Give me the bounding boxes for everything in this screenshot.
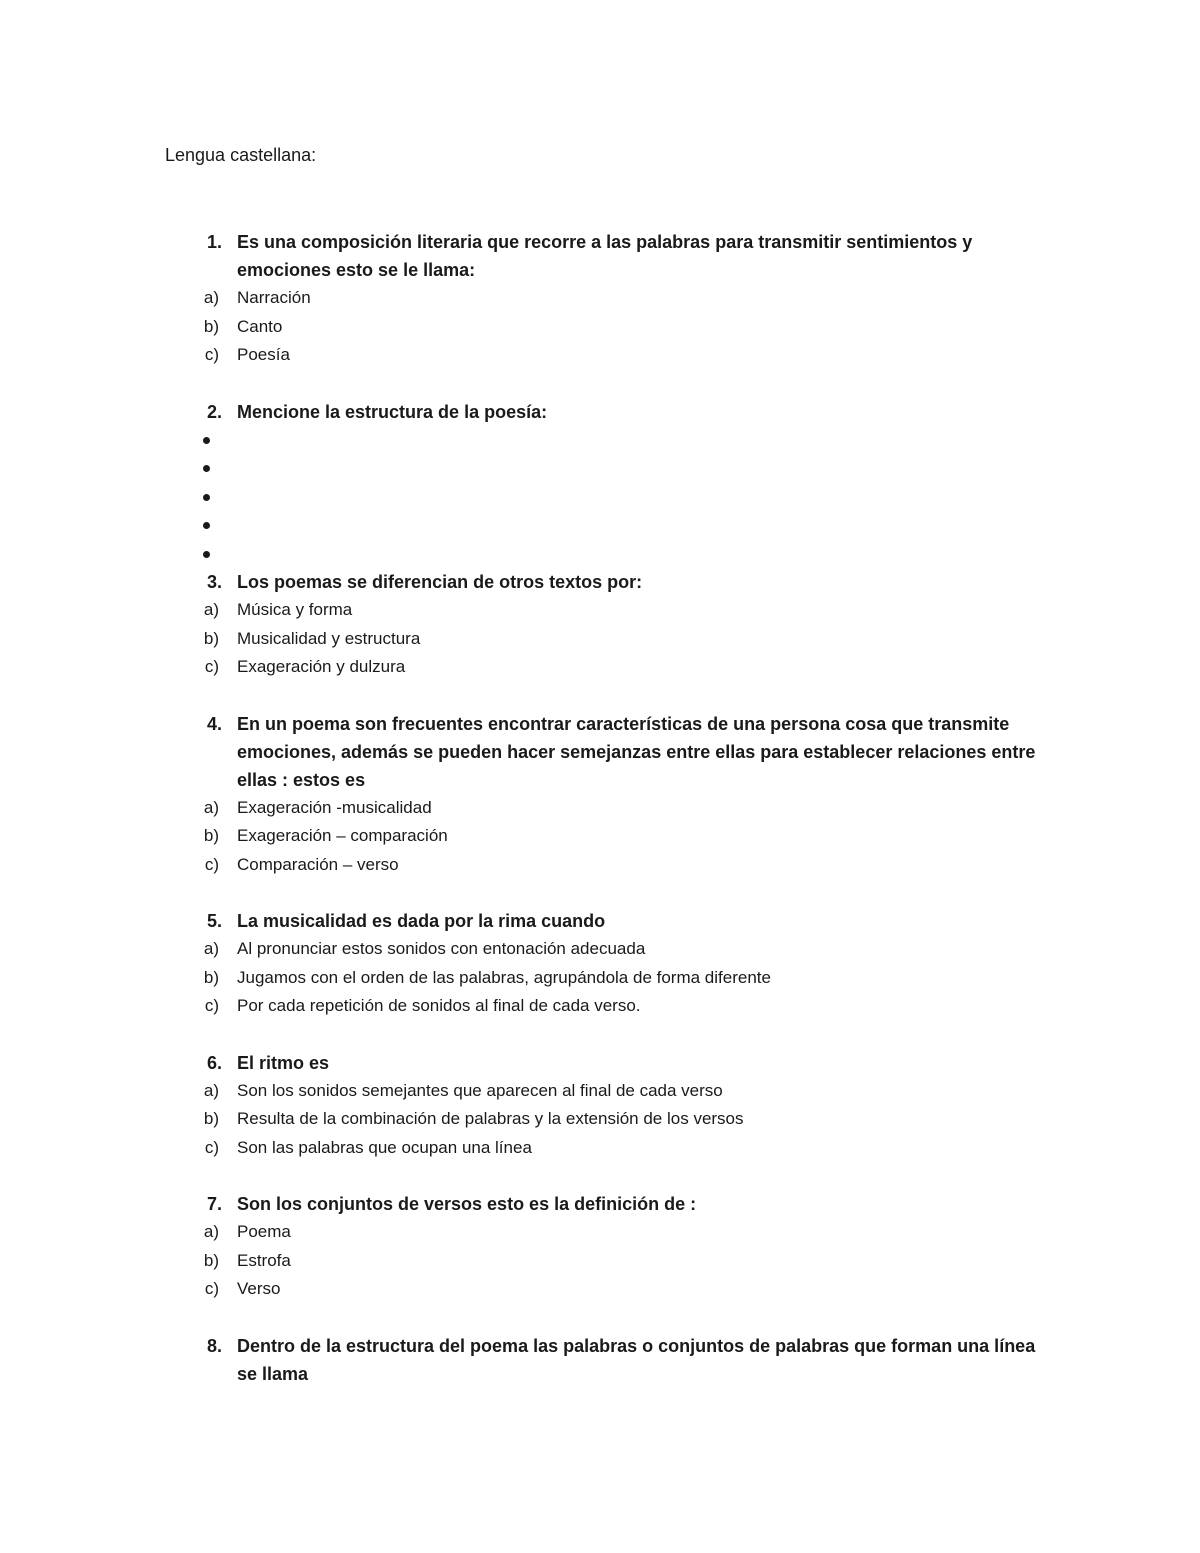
question-text: Los poemas se diferencian de otros textos por: (237, 572, 643, 592)
answer-option (165, 1077, 1045, 1106)
question-heading (165, 228, 1045, 284)
option-text: Narración (237, 288, 311, 307)
question-5 (165, 907, 1045, 1021)
option-text: Son los sonidos semejantes que aparecen al final de cada verso (237, 1080, 723, 1100)
question-list (165, 228, 1045, 1416)
question-number: 4. (206, 713, 222, 734)
answer-option (165, 822, 1045, 851)
subject-heading: Lengua castellana: (165, 145, 317, 165)
option-letter: a) (203, 797, 219, 817)
question-text: Es una composición literaria que recorre a las palabras para transmitir sentimientos y emociones esto se le llama: (237, 232, 973, 280)
question-number: 7. (206, 1194, 222, 1214)
bullet-icon (165, 483, 210, 512)
question-heading (165, 710, 1045, 794)
answer-option (165, 964, 1045, 993)
question-number: 2. (206, 401, 222, 422)
option-letter: a) (203, 1222, 219, 1241)
question-text: El ritmo es (237, 1052, 330, 1073)
bullet-icon (165, 511, 210, 540)
answer-option (165, 625, 1045, 654)
answer-option (165, 653, 1045, 682)
question-number: 5. (206, 911, 222, 931)
question-heading (165, 1049, 1045, 1077)
option-letter: a) (203, 600, 219, 619)
empty-bullet-item (165, 426, 1045, 455)
option-letter: a) (203, 939, 219, 958)
option-letter: c) (204, 996, 219, 1015)
empty-bullet-item (165, 483, 1045, 512)
option-letter: a) (203, 288, 219, 307)
answer-option (165, 341, 1045, 370)
option-text: Canto (237, 316, 283, 336)
empty-bullet-item (165, 511, 1045, 540)
question-number: 1. (206, 232, 222, 252)
option-letter: c) (204, 854, 219, 874)
option-text: Poesía (237, 345, 290, 364)
question-8 (165, 1332, 1045, 1388)
option-text: Por cada repetición de sonidos al final de cada verso. (237, 996, 641, 1015)
answer-option (165, 1275, 1045, 1304)
question-text: En un poema son frecuentes encontrar características de una persona cosa que transmite emociones, además se pueden hacer semejanzas entre ellas para establecer relaciones entre ellas : estos es (237, 713, 1036, 790)
answer-option (165, 313, 1045, 342)
question-6 (165, 1049, 1045, 1163)
question-7 (165, 1190, 1045, 1304)
empty-bullet-item (165, 540, 1045, 569)
question-2 (165, 398, 1045, 569)
answer-option (165, 1247, 1045, 1276)
question-text: Dentro de la estructura del poema las palabras o conjuntos de palabras que forman una línea se llama (237, 1335, 1036, 1384)
question-heading (165, 907, 1045, 935)
question-heading (165, 1332, 1045, 1388)
question-3 (165, 568, 1045, 682)
bullet-icon (165, 540, 210, 569)
option-text: Comparación – verso (237, 854, 399, 874)
question-text: La musicalidad es dada por la rima cuando (237, 911, 606, 931)
answer-option (165, 935, 1045, 964)
option-letter: c) (204, 1279, 219, 1298)
option-text: Música y forma (237, 600, 353, 619)
question-heading (165, 568, 1045, 596)
option-letter: c) (204, 1137, 219, 1157)
option-text: Jugamos con el orden de las palabras, agrupándola de forma diferente (237, 967, 771, 987)
option-letter: b) (203, 1109, 219, 1128)
question-heading (165, 1190, 1045, 1218)
option-letter: c) (204, 657, 219, 676)
option-letter: b) (203, 826, 219, 845)
empty-bullet-item (165, 454, 1045, 483)
bullet-icon (165, 426, 210, 455)
option-text: Son las palabras que ocupan una línea (237, 1137, 532, 1157)
option-letter: b) (203, 1250, 219, 1270)
question-number: 6. (206, 1052, 222, 1073)
option-text: Al pronunciar estos sonidos con entonación adecuada (237, 939, 646, 958)
option-letter: c) (204, 345, 219, 364)
option-letter: b) (203, 967, 219, 987)
answer-option (165, 596, 1045, 625)
option-text: Exageración -musicalidad (237, 797, 432, 817)
question-number: 3. (206, 572, 222, 592)
question-text: Son los conjuntos de versos esto es la definición de : (237, 1194, 697, 1214)
answer-option (165, 992, 1045, 1021)
answer-option (165, 1134, 1045, 1163)
answer-option (165, 284, 1045, 313)
option-text: Exageración y dulzura (237, 657, 406, 676)
question-heading (165, 398, 1045, 426)
question-1 (165, 228, 1045, 370)
answer-option (165, 851, 1045, 880)
option-letter: b) (203, 628, 219, 648)
bullet-icon (165, 454, 210, 483)
option-letter: b) (203, 316, 219, 336)
answer-option (165, 794, 1045, 823)
question-number: 8. (206, 1335, 222, 1356)
answer-option (165, 1218, 1045, 1247)
option-text: Musicalidad y estructura (237, 628, 421, 648)
option-text: Estrofa (237, 1250, 291, 1270)
option-text: Exageración – comparación (237, 826, 448, 845)
answer-option (165, 1105, 1045, 1134)
option-text: Verso (237, 1279, 281, 1298)
option-letter: a) (203, 1080, 219, 1100)
question-4 (165, 710, 1045, 880)
option-text: Poema (237, 1222, 291, 1241)
question-text: Mencione la estructura de la poesía: (237, 401, 548, 422)
option-text: Resulta de la combinación de palabras y la extensión de los versos (237, 1109, 744, 1128)
